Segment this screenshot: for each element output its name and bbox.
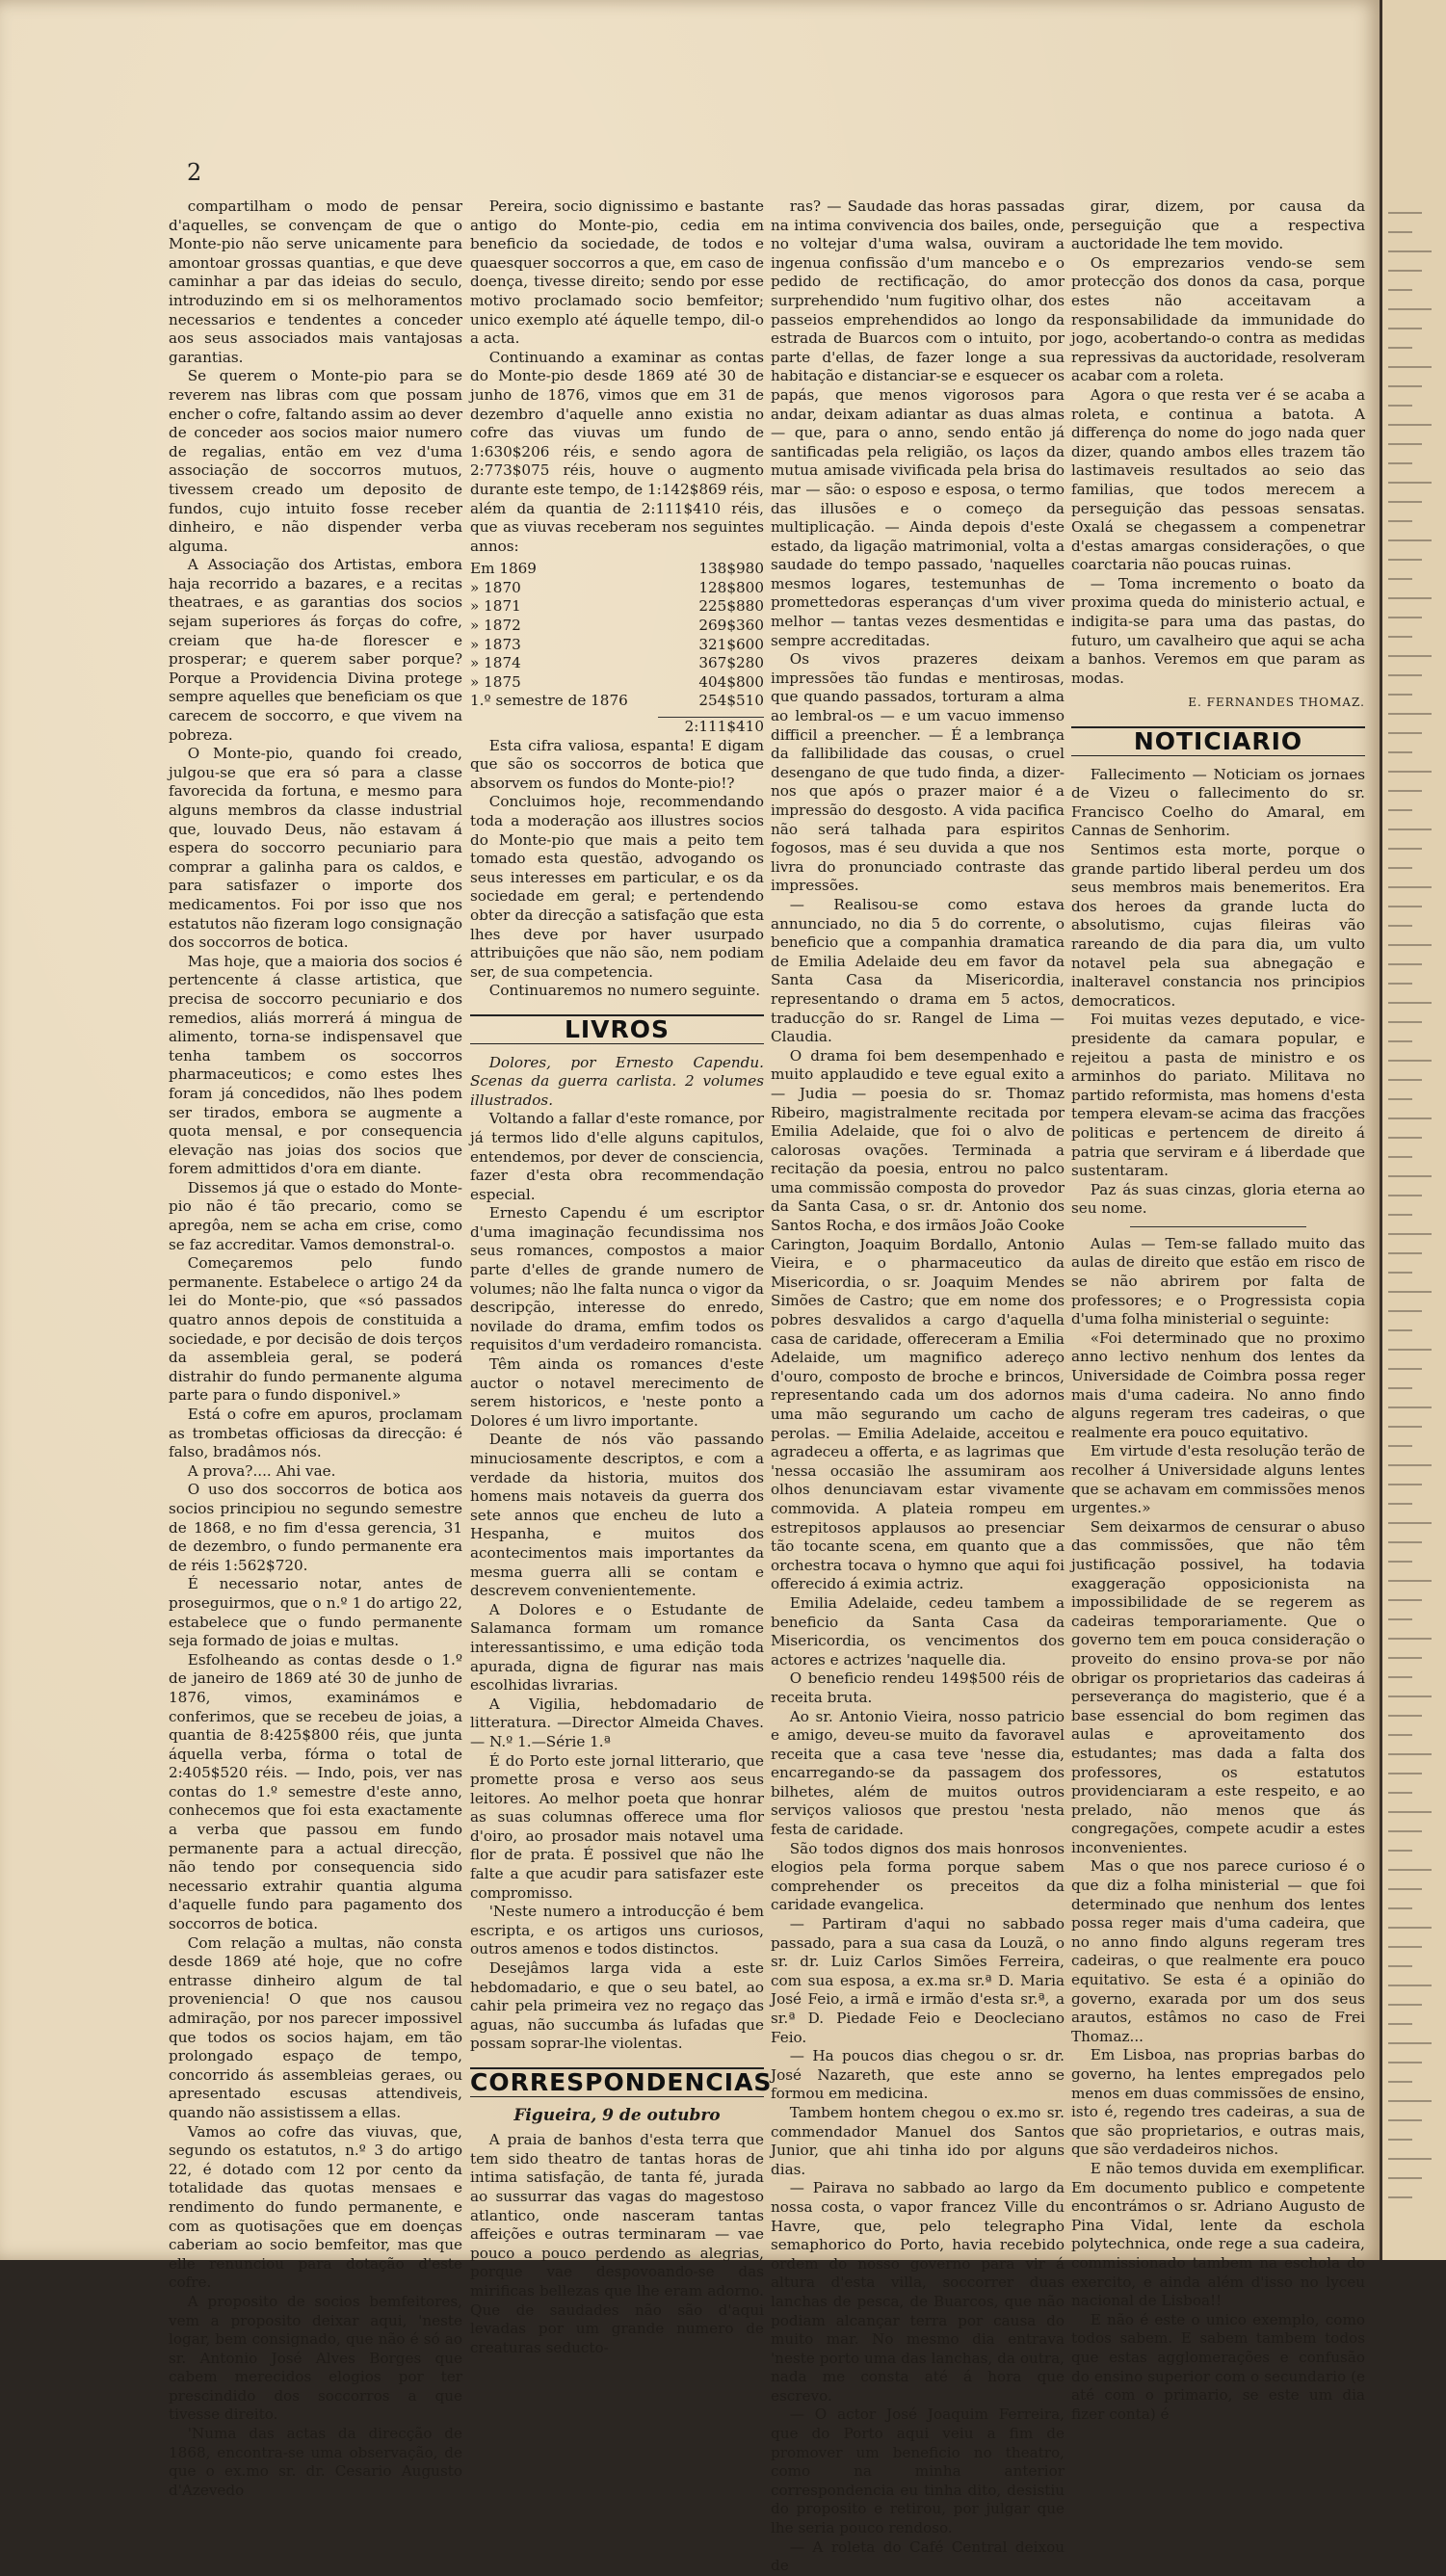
edge-text-line (1388, 983, 1412, 985)
edge-text-line (1388, 2119, 1422, 2121)
edge-text-line (1388, 694, 1412, 696)
edge-text-line (1388, 1773, 1422, 1774)
amount-value: 138$980 (698, 560, 764, 578)
paragraph: É necessario notar, antes de proseguirmos, que o n.º 1 do artigo 22, estabelece que o fundo permanente seja formado de joias e multas. (169, 1575, 462, 1650)
table-row (470, 673, 764, 693)
edge-text-line (1388, 1040, 1412, 1042)
edge-text-line (1388, 617, 1422, 618)
edge-text-line (1388, 1426, 1422, 1428)
paragraph: Foi muitas vezes deputado, e vice-presidente da camara popular, e rejeitou a pasta de ministro e os arminhos do pariato. Militava no partido reformista, mas homens d'esta tempera elevam-se acima das fracções politicas e pertencem de direito á patria que serviram e á liberdade que sustentaram. (1071, 1011, 1365, 1180)
paragraph: Começaremos pelo fundo permanente. Estabelece o artigo 24 da lei do Monte-pio, que «só passados quatro annos depois de constituida a sociedade, e por decisão de dois terços da assembleia geral, se poderá distrahir do fundo permanente alguma parte para o fundo disponivel.» (169, 1254, 462, 1405)
paragraph: Ernesto Capendu é um escriptor d'uma imaginação fecundissima nos seus romances, compostos a maior parte d'elles de grande numero de volumes; não lhe falta nunca o vigor da descripção, interesse do enredo, novilade do drama, emfim todos os requisitos d'um verdadeiro romancista. (470, 1204, 764, 1354)
edge-text-line (1388, 1484, 1422, 1485)
edge-text-line (1388, 1156, 1412, 1158)
paragraph: Aulas — Tem-se fallado muito das aulas de direito que estão em risco de se não abrirem por falta de professores; e o Progressista copia d'uma folha ministerial o seguinte: (1071, 1234, 1365, 1328)
paragraph: Emilia Adelaide, cedeu tambem a beneficio da Santa Casa da Misericordia, os vencimentos dos actores e actrizes 'naquelle dia. (771, 1593, 1065, 1669)
paragraph: ras? — Saudade das horas passadas na intima convivencia dos bailes, onde, no voltejar d'uma walsa, ouviram a ingenua confissão d'um mancebo e o pedido de rectificação, do amor surprehendido 'num fugitivo olhar, dos passeios emprehendidos ao longo da estrada de Buarcos com o intuito, por parte d'ellas, de fazer longe a sua habitação e distanciar-se e esquecer os papás, que menos vigorosos para andar, deixam adiantar as duas almas — que, para o anno, sendo então já santificadas pela religião, os laços da mutua amisade vivificada pela brisa do mar — são: o esposo e esposa, o termo das illusões e o começo da multiplicação. — Ainda depois d'este estado, da ligação matrimonial, volta a saudade do tempo passado, 'naquelles mesmos logares, testemunhas de promettedoras esperanças d'um viver melhor — tantas vezes desmentidas e sempre accreditadas. (771, 197, 1065, 649)
edge-text-line (1388, 212, 1422, 214)
paragraph: — Realisou-se como estava annunciado, no dia 5 do corrente, o beneficio que a companhia dramatica de Emilia Adelaide deu em favor da Santa Casa da Misericordia, representando o drama em 5 actos, traducção do sr. Rangel de Lima — Claudia. (771, 895, 1065, 1046)
paragraph: Em virtude d'esta resolução terão de recolher á Universidade alguns lentes que se achavam em commissões menos urgentes.» (1071, 1442, 1365, 1517)
edge-text-line (1388, 2177, 1422, 2179)
edge-text-line (1388, 906, 1422, 907)
year-label: » 1872 (470, 617, 521, 635)
widows-payments-table (470, 560, 764, 711)
table-row (470, 597, 764, 617)
fallecimento-notice (1071, 766, 1365, 1219)
year-label: » 1875 (470, 672, 521, 691)
amount-value: 404$800 (698, 672, 764, 691)
edge-text-line (1388, 443, 1422, 445)
edge-text-line (1388, 1214, 1412, 1216)
year-label: » 1871 (470, 597, 521, 616)
edge-text-line (1388, 250, 1432, 252)
table-row (470, 617, 764, 636)
edge-text-line (1388, 1850, 1412, 1852)
table-row (470, 654, 764, 673)
edge-text-line (1388, 289, 1412, 291)
year-label: Em 1869 (470, 560, 537, 578)
edge-text-line (1388, 771, 1432, 773)
col2-monte-pio-continued (470, 197, 764, 556)
amount-value: 321$600 (698, 635, 764, 653)
paragraph: O uso dos soccorros de botica aos socios principiou no segundo semestre de 1868, e no fim d'essa gerencia, 31 de dezembro, o fundo permanente era de réis 1:562$720. (169, 1481, 462, 1574)
amount-value: 128$800 (698, 578, 764, 596)
paragraph: — Pairava no sabbado ao largo da nossa costa, o vapor francez Ville du Havre, que, pelo telegrapho semaphorico do Porto, havia recebido ordem do nosso governo para vir á altura d'esta villa, soccorrer duas lanchas de pesca, de Buarcos, que não podiam alcançar terra por causa do muito mar. No mesmo dia entrava 'neste porto uma das lanchas, da outra, nada me consta até á hora que escrevo. (771, 2179, 1065, 2405)
edge-text-line (1388, 1195, 1422, 1196)
paragraph: Com relação a multas, não consta desde 1869 até hoje, que no cofre entrasse dinheiro algum de tal proveniencia! O que nos causou admiração, por nos parecer impossivel que todos os socios hajam, em tão prolongado espaço de tempo, concorrido ás assembleias geraes, ou apresentado escusas attendiveis, quando não assistissem a ellas. (169, 1933, 462, 2121)
paragraph: Em Lisboa, nas proprias barbas do governo, ha lentes empregados pelo menos em duas commissões de ensino, isto é, regendo tres cadeiras, a sua de que são proprietarios, e outras mais, que são verdadeiros nichos. (1071, 2046, 1365, 2159)
paragraph: A proposito de socios bemfeitores, vem a proposito deixar aqui, 'neste logar, bem consignado, que não é só ao sr. Antonio José Alves Borges que cabem merecidos elogios por ter prescindido dos soccorros a que tivesse direito. (169, 2292, 462, 2424)
edge-text-line (1388, 674, 1422, 676)
signature: E. FERNANDES THOMAZ. (1188, 696, 1365, 710)
paragraph: Mas hoje, que a maioria dos socios é pertencente á classe artistica, que precisa de soccorro pecuniario e dos remedios, aliás morrerá á mingua de alimento, torna-se indispensavel que tenha tambem os soccorros pharmaceuticos; e como estes lhes foram já concedidos, não lhes podem ser tirados, embora se augmente a quota mensal, e por consequencia elevação nas joias dos socios que forem admittidos d'ora em diante. (169, 952, 462, 1178)
edge-text-line (1388, 520, 1412, 522)
edge-text-line (1388, 1657, 1422, 1659)
paragraph: «Foi determinado que no proximo anno lectivo nenhum dos lentes da Universidade de Coimbra possa reger mais d'uma cadeira. No anno findo alguns regeram tres cadeiras, o que realmente era pouco equitativo. (1071, 1328, 1365, 1441)
paragraph: Tambem hontem chegou o ex.mo sr. commendador Manuel dos Santos Junior, que ahi tinha ido por alguns dias. (771, 2103, 1065, 2178)
paragraph: Ao sr. Antonio Vieira, nosso patricio e amigo, deveu-se muito da favoravel receita que a casa teve 'nesse dia, encarregando-se da passagem dos bilhetes, além de muitos outros serviços valiosos que prestou 'nesta festa de caridade. (771, 1707, 1065, 1839)
edge-text-line (1388, 1272, 1412, 1274)
edge-text-line (1388, 636, 1412, 638)
paragraph: — Partiram d'aqui no sabbado passado, para a sua casa da Louzã, o sr. dr. Luiz Carlos Simões Ferreira, com sua esposa, a ex.ma sr.ª D. Maria José Feio, a irmã e irmão d'esta sr.ª, a sr.ª D. Piedade Feio e Deocleciano Feio. (771, 1915, 1065, 2046)
col1-body (169, 197, 462, 2500)
edge-text-line (1388, 482, 1432, 484)
col3-body (771, 197, 1065, 2576)
paragraph: Dolores, por Ernesto Capendu. Scenas da guerra carlista. 2 volumes illustrados. (470, 1053, 764, 1109)
page-number: 2 (187, 159, 202, 186)
edge-text-line (1388, 867, 1412, 869)
edge-text-line (1388, 1580, 1432, 1582)
paragraph: compartilham o modo de pensar d'aquelles, se convençam de que o Monte-pio não serve unicamente para amontoar grossas quantias, e que deve caminhar a par das ideias do seculo, introduzindo em si os melhoramentos necessarios e tendentes a conceder aos seus associados mais vantajosas garantias. (169, 197, 462, 366)
paragraph: É do Porto este jornal litterario, que promette prosa e verso aos seus leitores. Ao melhor poeta que honrar as suas columnas offerece uma flor d'oiro, ao prosador mais notavel uma flor de prata. É possivel que não lhe falte a que acudir para satisfazer este compromisso. (470, 1751, 764, 1902)
column-2 (470, 197, 773, 2357)
edge-text-line (1388, 886, 1432, 888)
paragraph: — A roleta do Café Central deixou de (771, 2537, 1065, 2575)
edge-text-line (1388, 1638, 1432, 1640)
edge-text-line (1388, 828, 1432, 830)
col4-correspondence-end (1071, 197, 1365, 688)
table-row (470, 579, 764, 598)
edge-text-line (1388, 328, 1422, 329)
edge-text-line (1388, 2023, 1412, 2025)
edge-text-line (1388, 1406, 1432, 1408)
edge-text-line (1388, 2100, 1432, 2102)
edge-text-line (1388, 1464, 1432, 1466)
edge-text-line (1388, 790, 1422, 792)
paragraph: A Associação dos Artistas, embora haja recorrido a bazares, e a recitas theatraes, e as garantias dos socios sejam superiores ás forças do cofre, creiam que ha-de florescer e prosperar; e querem saber porque? Porque a Providencia Divina protege sempre aquelles que beneficiam os que carecem de soccorro, e que vivem na pobreza. (169, 556, 462, 744)
edge-text-line (1388, 1985, 1432, 1986)
edge-text-line (1388, 1175, 1432, 1177)
edge-text-line (1388, 501, 1422, 503)
edge-text-line (1388, 1233, 1432, 1235)
edge-text-line (1388, 597, 1432, 599)
paragraph: E não temos duvida em exemplificar. Em documento publico e competente encontrámos o sr. Adriano Augusto de Pina Vidal, lente da eschola polytechnica, onde rege a sua cadeira, commissionado tambem na eschola do exercito, e ainda além d'isso no lyceu nacional de Lisboa!! (1071, 2159, 1365, 2310)
year-label: » 1870 (470, 578, 521, 596)
paragraph: 'Neste numero a introducção é bem escripta, e os artigos uns curiosos, outros amenos e todos distinctos. (470, 1903, 764, 1958)
adjacent-page-edge (1380, 0, 1446, 2260)
edge-text-line (1388, 1522, 1432, 1524)
paragraph: Os emprezarios vendo-se sem protecção dos donos da casa, porque estes não acceitavam a responsabilidade da immunidade do jogo, acobertando-o contra as medidas repressivas da auctoridade, resolveram acabar com a roleta. (1071, 253, 1365, 385)
edge-text-line (1388, 1117, 1432, 1119)
edge-text-line (1388, 713, 1432, 715)
paragraph: A Vigilia, hebdomadario de litteratura. —Director Almeida Chaves.— N.º 1.—Série 1.ª (470, 1695, 764, 1750)
livros-section (470, 1054, 764, 2054)
paragraph: Vamos ao cofre das viuvas, que, segundo os estatutos, n.º 3 do artigo 22, é dotado com 12 por cento da totalidade das quotas mensaes e rendimento do fundo permanente, e com as quotisações que em doenças caberiam ao socio bemfeitor, mas que elle renunciou para dotação d'este cofre. (169, 2122, 462, 2292)
edge-text-line (1388, 751, 1412, 753)
edge-text-line (1388, 2139, 1412, 2141)
amount-value: 254$510 (698, 692, 764, 710)
paragraph: A Dolores e o Estudante de Salamanca formam um romance interessantissimo, e uma edição toda apurada, digna de figurar nas mais escolhidas livrarias. (470, 1600, 764, 1695)
edge-text-line (1388, 925, 1412, 927)
paragraph: 'Numa das actas da direcção de 1868, encontra-se uma observação, de que o ex.mo sr. dr. Cesario Augusto d'Azevedo (169, 2425, 462, 2499)
paragraph: girar, dizem, por causa da perseguição que a respectiva auctoridade lhe tem movido. (1071, 197, 1365, 253)
column-1 (169, 197, 462, 2500)
paragraph: A prova?.... Ahi vae. (187, 1461, 336, 1480)
aulas-notice (1071, 1235, 1365, 2424)
table-row (470, 692, 764, 711)
paragraph: Sentimos esta morte, porque o grande partido liberal perdeu um dos seus membros mais benemeritos. Era dos heroes da grande lucta do absolutismo, cujas fileiras vão rareando de dia para dia, um vulto notavel pela sua abnegação e inalteravel constancia nos principios democraticos. (1071, 841, 1365, 1010)
edge-text-line (1388, 1734, 1412, 1736)
edge-text-line (1388, 809, 1412, 811)
paragraph: Têm ainda os romances d'este auctor o notavel merecimento de serem historicos, e 'neste ponto a Dolores é um livro importante. (470, 1355, 764, 1430)
edge-text-line (1388, 2062, 1422, 2063)
edge-text-line (1388, 2042, 1432, 2044)
edge-text-line (1388, 1060, 1432, 1062)
edge-text-line (1388, 462, 1412, 464)
edge-text-line (1388, 1137, 1422, 1139)
edge-text-line (1388, 1888, 1422, 1890)
divider (1130, 1226, 1306, 1227)
paragraph: — O actor José Joaquim Ferreira, que do Porto aqui veiu a fim de promover um beneficio no theatro, como na minha anterior correspondencia eu tinha dito, desistiu do proposito e retirou, por julgar que lhe seria pouco rendoso. (771, 2405, 1065, 2537)
edge-text-line (1388, 1946, 1422, 1948)
edge-text-line (1388, 385, 1422, 387)
edge-text-line (1388, 1368, 1422, 1370)
edge-text-line (1388, 1445, 1412, 1447)
table-row (470, 560, 764, 579)
paragraph: Deante de nós vão passando minuciosamente descriptos, e com a verdade da historia, muitos dos homens mais notaveis da guerra dos sete annos que encheu de luto a Hespanha, e muitos dos acontecimentos mais importantes da mesma guerra alli se contam e descrevem convenientemente. (470, 1431, 764, 1600)
edge-text-line (1388, 1310, 1422, 1312)
edge-text-line (1388, 732, 1422, 734)
edge-text-line (1388, 848, 1422, 850)
edge-text-line (1388, 944, 1432, 946)
edge-text-line (1388, 655, 1432, 657)
year-label: » 1873 (470, 635, 521, 653)
paragraph: São todos dignos dos mais honrosos elogios pela forma porque sabem comprehender os preceitos da caridade evangelica. (771, 1839, 1065, 1914)
edge-text-line (1388, 1098, 1412, 1100)
paragraph: Continuando a examinar as contas do Monte-pio desde 1869 até 30 de junho de 1876, vimos que em 31 de dezembro d'aquelle anno existia no cofre das viuvas um fundo de 1:630$206 réis, e sendo agora de 2:773$075 réis, houve o augmento durante este tempo, de 1:142$869 réis, além da quantia de 2:111$410 réis, que as viuvas receberam nos seguintes annos: (470, 348, 764, 555)
edge-text-line (1388, 1695, 1432, 1697)
paragraph: Se querem o Monte-pio para se reverem nas libras com que possam encher o cofre, faltando assim ao dever de conceder aos socios maior numero de regalias, então em vez d'uma associação de soccorros mutuos, tivessem creado um deposito de fundos, cujo intuito fosse receber dinheiro, e não dispender verba alguma. (169, 367, 462, 555)
edge-text-line (1388, 1715, 1422, 1717)
year-label: 1.º semestre de 1876 (470, 692, 628, 710)
column-4 (1071, 197, 1365, 2424)
edge-text-line (1388, 1965, 1412, 1967)
paragraph: O Monte-pio, quando foi creado, julgou-se que era só para a classe favorecida da fortuna, e mesmo para alguns membros da classe industrial que, louvado Deus, não estavam á espera do soccorro pecuniario para comprar a galinha para os caldos, e para satisfazer o importe dos medicamentos. Foi por isso que nos estatutos não fizeram logo consignação dos soccorros de botica. (169, 745, 462, 952)
edge-text-line (1388, 1002, 1432, 1004)
edge-text-line (1388, 2158, 1432, 2160)
edge-text-line (1388, 405, 1412, 407)
section-title-correspondencias: CORRESPONDENCIAS (470, 2068, 773, 2096)
amount-value: 367$280 (698, 654, 764, 672)
edge-text-line (1388, 1079, 1422, 1081)
paragraph: Voltando a fallar d'este romance, por já termos lido d'elle alguns capitulos, entendemos, por dever de consciencia, fazer d'esta obra recommendação especial. (470, 1110, 764, 1203)
edge-text-line (1388, 2004, 1422, 2006)
edge-text-line (1388, 1291, 1432, 1293)
year-label: » 1874 (470, 654, 521, 672)
paragraph: Concluimos hoje, recommendando toda a moderação aos illustres socios do Monte-pio que mais a peito tem tomado esta questão, advogando os seus interesses em particular, e os da sociedade em geral; e pertendendo obter da direcção a satisfação que esta lhes deve por haver usurpado attribuições que não são, nem podiam ser, de sua competencia. (470, 793, 764, 981)
edge-text-line (1388, 963, 1422, 965)
edge-text-line (1388, 1753, 1432, 1755)
edge-text-line (1388, 559, 1422, 561)
edge-text-line (1388, 1541, 1422, 1543)
section-title-noticiario: NOTICIARIO (1133, 727, 1303, 756)
paragraph: O drama foi bem desempenhado e muito applaudido e teve egual exito a — Judia — poesia do sr. Thomaz Ribeiro, magistralmente recitada por Emilia Adelaide, que foi o alvo de calorosas ovações. Terminada a recitação da poesia, entrou no palco uma commissão composta do provedor da Santa Casa, o sr. dr. Antonio dos Santos Rocha, e dos irmãos João Cooke Carington, Joaquim Bordallo, Antonio Vieira, e o pharmaceutico da Misericordia, o sr. Joaquim Mendes Simões de Castro; que em nome dos pobres desvalidos a cargo d'aquella casa de caridade, offereceram a Emilia Adelaide, um magnifico adereço d'ouro, composto de broche e brincos, representando cada um dos adornos uma mão segurando um cacho de perolas. — Emilia Adelaide, acceitou e agradeceu a offerta, e as lagrimas que 'nessa occasião lhe assumiram aos olhos denunciavam estar vivamente commovida. A plateia rompeu em estrepitosos applausos ao presenciar tão tocante scena, em quanto que a orchestra tocava o hymno que aqui foi offerecido á eximia actriz. (771, 1046, 1065, 1593)
edge-text-line (1388, 308, 1432, 310)
edge-text-line (1388, 424, 1432, 426)
paragraph: Desejâmos larga vida a este hebdomadario, e que o seu batel, ao cahir pela primeira vez no regaço das aguas, não succumba ás lufadas que possam soprar-lhe violentas. (470, 1959, 764, 2053)
edge-text-line (1388, 1561, 1412, 1563)
paragraph: Esfolheando as contas desde o 1.º de janeiro de 1869 até 30 de junho de 1876, vimos, examinámos e conferimos, que se recebeu de joias, a quantia de 8:425$800 réis, que junta áquella verba, fórma o total de 2:405$520 réis. — Indo, pois, ver nas contas do 1.º semestre d'este anno, conhecemos que foi esta exactamente a verba que passou em fundo permanente para a actual direcção, não tendo por consequencia sido necessario extrahir quantia alguma d'aquelle fundo para pagamento dos soccorros de botica. (169, 1650, 462, 1933)
edge-text-line (1388, 1599, 1422, 1601)
paragraph: Paz ás suas cinzas, gloria eterna ao seu nome. (1071, 1180, 1365, 1218)
paragraph: Agora o que resta ver é se acaba a roleta, e continua a batota. A differença do nome do jogo nada quer dizer, quando ambos elles trazem tão lastimaveis resultados ao seio das familias, que todos merecem a perseguição das pessoas sensatas. Oxalá se chegassem a compenetrar d'estas amargas considerações, o que coarctaria não poucas ruinas. (1071, 385, 1365, 574)
edge-text-line (1388, 1811, 1432, 1813)
paragraph: — Ha poucos dias chegou o sr. dr. José Nazareth, que este anno se formou em medicina. (771, 2047, 1065, 2103)
paragraph: E não é este o unico exemplo, como todos sabem. E sabem tambem todos que estas agglomerações e confusão do ensino superior com o secundario (e até com o primario, se este um dia fizer conta) é (1071, 2310, 1365, 2423)
edge-text-line (1388, 270, 1422, 272)
paragraph: Pereira, socio dignissimo e bastante antigo do Monte-pio, cedia em beneficio da sociedade, de todos e quaesquer soccorros a que, em caso de doença, tivesse direito; sendo por esse motivo proclamado socio bemfeitor; unico exemplo até áquelle tempo, dil-o a acta. (470, 197, 764, 348)
paragraph: A praia de banhos d'esta terra que tem sido theatro de tantas horas de intima satisfação, de tanta fé, jurada ao sussurrar das vagas do magestoso atlantico, onde nasceram tantas affeições e outras terminaram — vae pouco a pouco perdendo as alegrias, porque vae despovoando-se das mirificas bellezas que lhe eram adorno. Que de saudades não são d'aqui levadas por um grande numero de creaturas seducto- (470, 2131, 764, 2356)
table-row (470, 636, 764, 655)
paragraph: Está o cofre em apuros, proclamam as trombetas officiosas da direcção: é falso, bradâmos nós. (169, 1406, 462, 1461)
edge-text-line (1388, 1792, 1412, 1794)
column-3 (771, 197, 1065, 2576)
amount-value: 225$880 (698, 597, 764, 616)
edge-text-line (1388, 1349, 1432, 1351)
edge-text-line (1388, 2196, 1412, 2198)
correspondence-body (470, 2131, 764, 2357)
paragraph: Os vivos prazeres deixam impressões tão fundas e mentirosas, que quando passados, torturam a alma ao lembral-os — e um vacuo immenso difficil a preencher. — É a lembrança da fallibilidade das cousas, o cruel desengano de que tudo finda, a dizer-nos que após o prazer maior é a impressão do desgosto. A vida pacifica não será talhada para espiritos fogosos, mas é seu duvida a que nos livra do pronunciado contraste das impressões. (771, 650, 1065, 895)
paragraph: — Toma incremento o boato da proxima queda do ministerio actual, e indigita-se para uma das pastas, do futuro, um cavalheiro que aqui se acha a banhos. Veremos em que param as modas. (1071, 574, 1365, 687)
edge-text-line (1388, 539, 1432, 541)
paragraph: Mas o que nos parece curioso é o que diz a folha ministerial — que foi determinado que nenhum dos lentes possa reger mais d'uma cadeira, que no anno findo alguns regeram tres cadeiras, o que realmente era pouco equitativo. Se esta é a opinião do governo, exarada por um dos seus arautos, estâmos no caso de Frei Thomaz... (1071, 1857, 1365, 2045)
edge-text-line (1388, 1869, 1432, 1871)
edge-text-line (1388, 347, 1412, 349)
paragraph: Sem deixarmos de censurar o abuso das commissões, que não têm justificação possivel, ha todavia exaggeração opposicionista na impossibilidade de se regerem as cadeiras temporariamente. Que o governo tem em pouca consideração o proveito do ensino prova-se por não obrigar os proprietarios das cadeiras á perseverança do magisterio, que é a base essencial do bom regimen das aulas e aproveitamento dos estudantes; mas dada a falta dos professores, os estatutos providenciaram a este respeito, e ao prelado, não menos que ás congregações, compete acudir a estes inconvenientes. (1071, 1517, 1365, 1856)
table-total: 2:111$410 (658, 717, 764, 737)
edge-text-line (1388, 1618, 1412, 1620)
edge-text-line (1388, 1830, 1422, 1832)
paragraph: Fallecimento — Noticiam os jornaes de Vizeu o fallecimento do sr. Francisco Coelho do Amaral, em Cannas de Senhorim. (1071, 765, 1365, 840)
edge-text-line (1388, 231, 1412, 233)
col2-conclusion (470, 737, 764, 1001)
edge-text-line (1388, 1252, 1422, 1254)
edge-text-line (1388, 2081, 1412, 2083)
edge-text-line (1388, 1329, 1412, 1331)
edge-text-line (1388, 1387, 1412, 1389)
edge-text-line (1388, 1907, 1412, 1909)
correspondence-dateline: Figueira, 9 de outubro (513, 2105, 721, 2125)
paragraph: Continuaremos no numero seguinte. (488, 982, 761, 1000)
edge-text-line (1388, 1503, 1412, 1505)
paragraph: Dissemos já que o estado do Monte-pio não é tão precario, como se apregôa, nem se acha em crise, como se faz accreditar. Vamos demonstral-o. (169, 1178, 462, 1253)
edge-text-line (1388, 1021, 1422, 1023)
edge-text-line (1388, 578, 1412, 580)
section-title-livros: LIVROS (564, 1014, 670, 1043)
edge-text-line (1388, 1927, 1432, 1929)
amount-value: 269$360 (698, 617, 764, 635)
paragraph: Esta cifra valiosa, espanta! E digam que são os soccorros de botica que absorvem os fundos do Monte-pio!? (470, 736, 764, 792)
paragraph: O beneficio rendeu 149$500 réis de receita bruta. (771, 1669, 1065, 1706)
edge-text-line (1388, 366, 1432, 368)
edge-text-line (1388, 1676, 1412, 1678)
